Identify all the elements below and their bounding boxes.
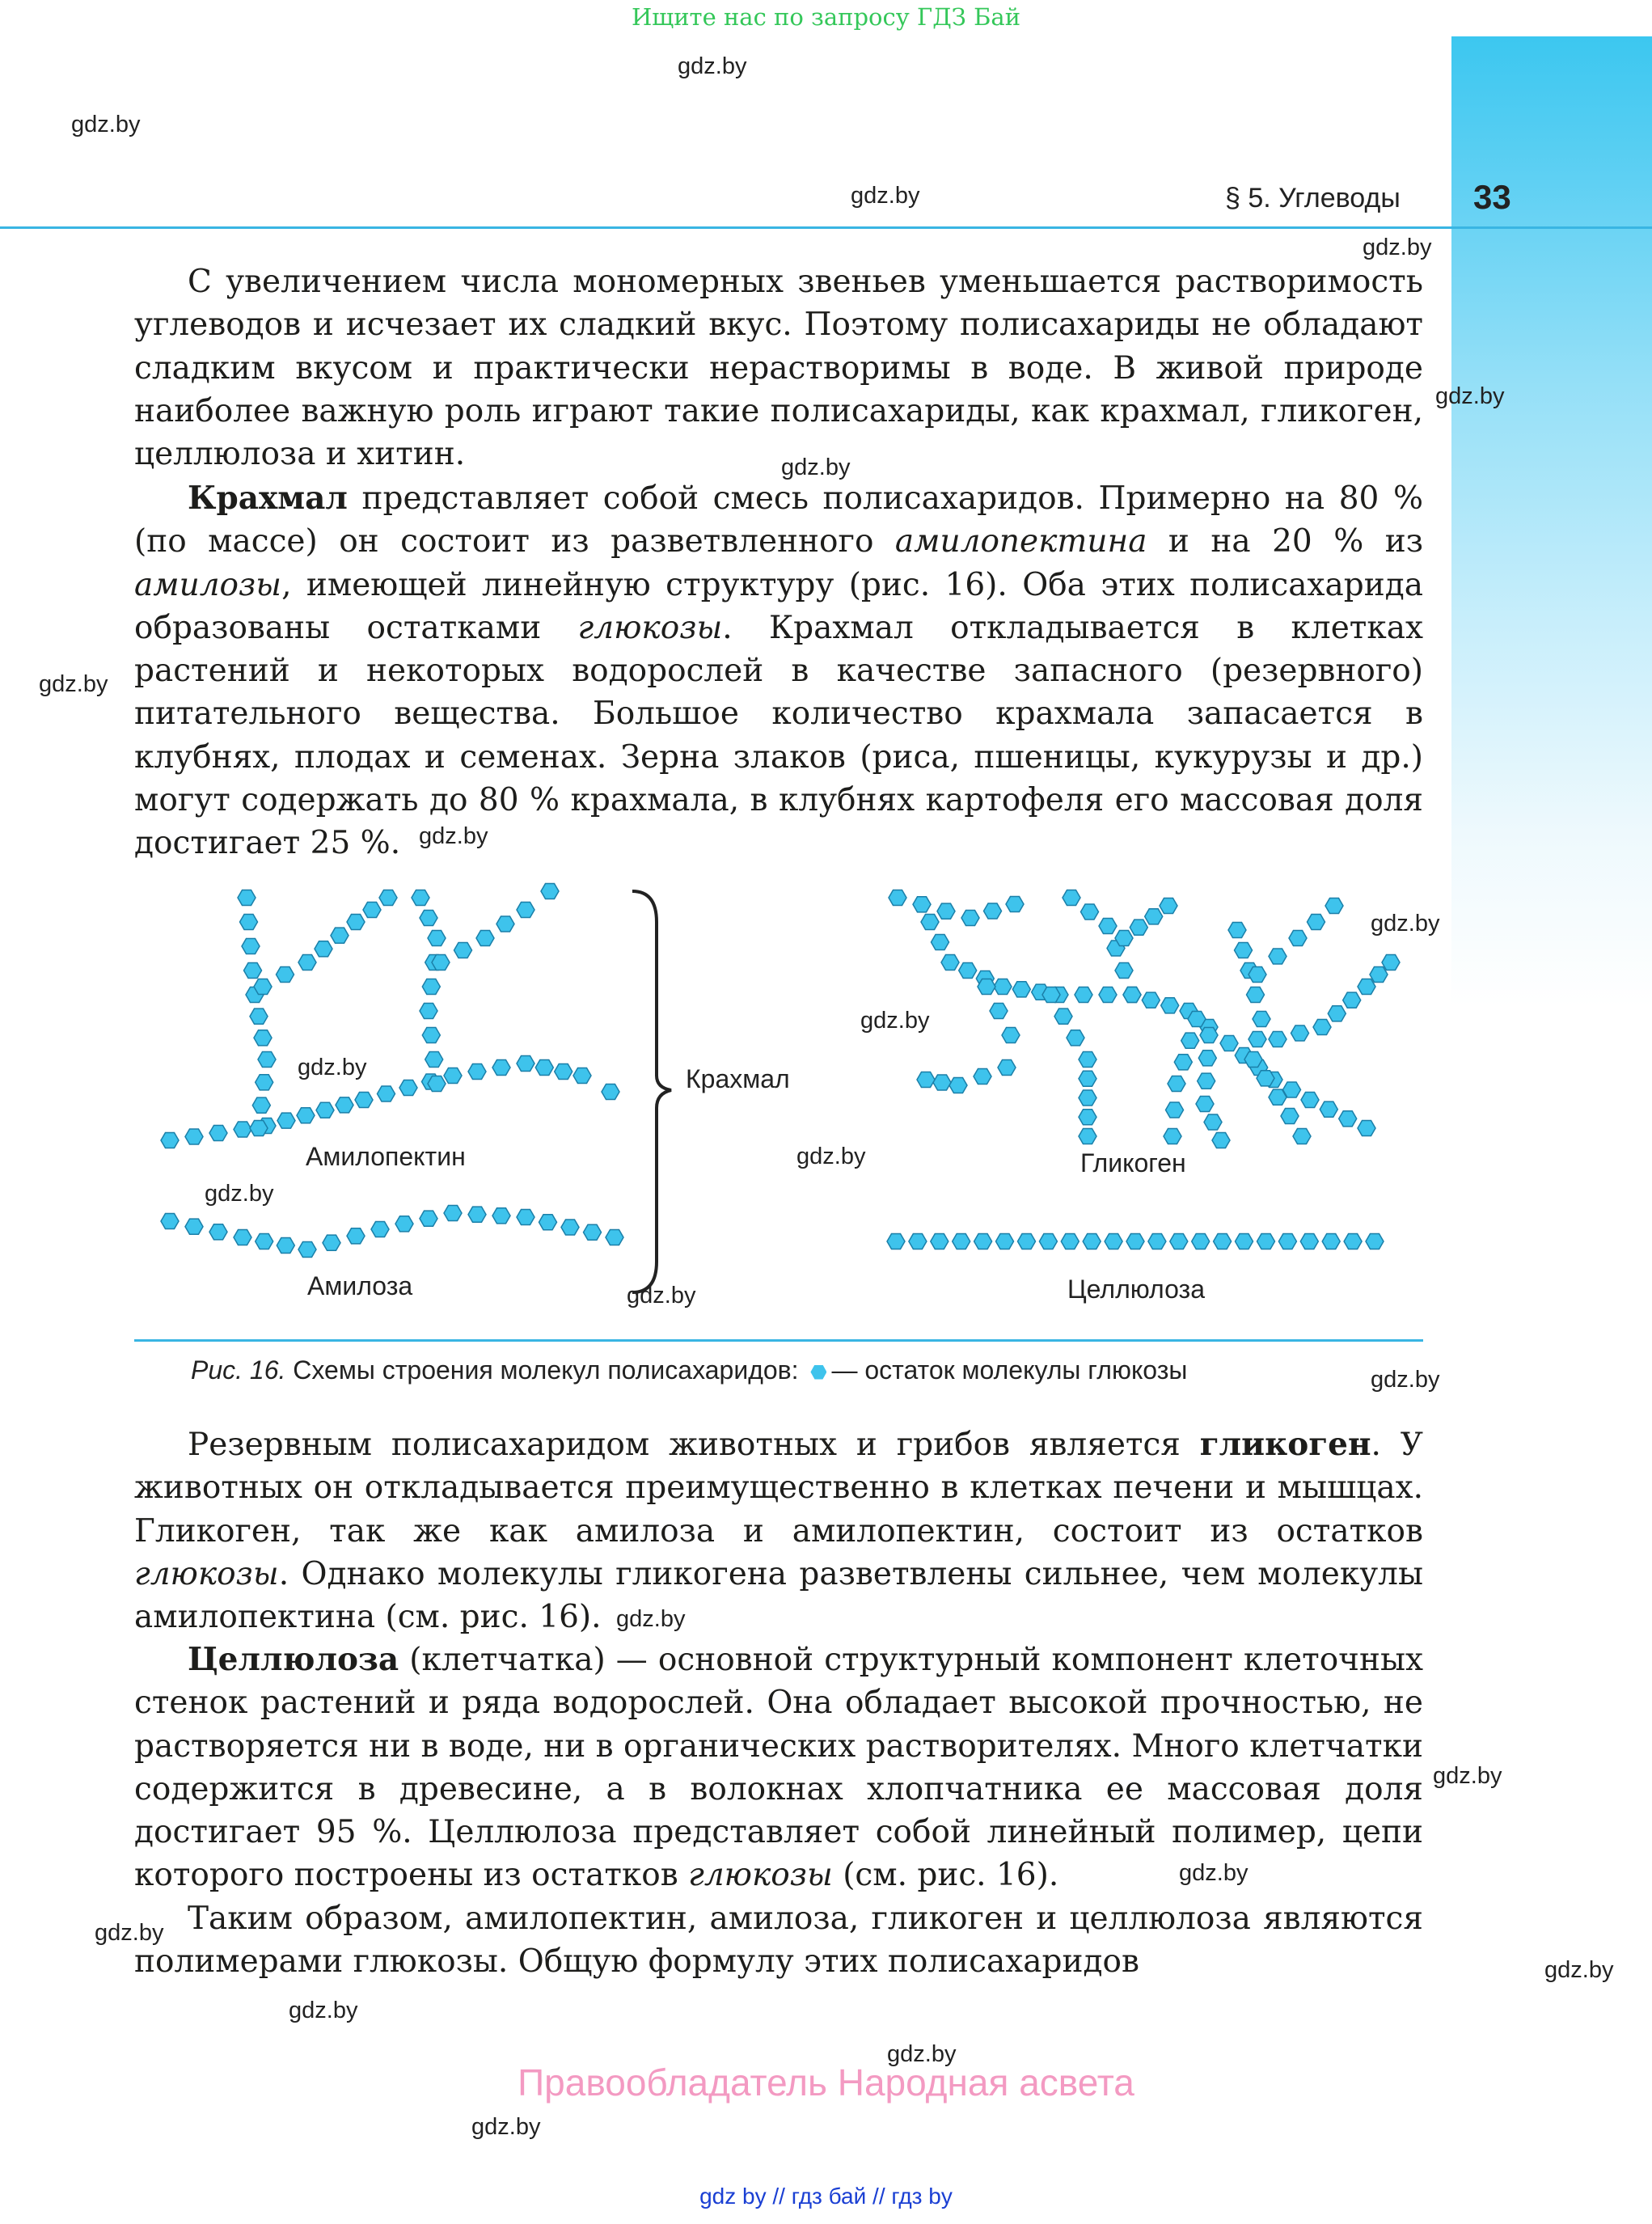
glucose-unit (517, 1210, 534, 1225)
watermark: gdz.by (1544, 1957, 1614, 1983)
glucose-unit (425, 1052, 443, 1068)
watermark: gdz.by (1371, 911, 1440, 937)
glucose-unit (573, 1068, 591, 1084)
glucose-unit (347, 915, 365, 930)
glucose-unit (1236, 1234, 1253, 1249)
text: представляет собой смесь полисахаридов. Примерно на 80 % (по массе) он состоит из разветвленного (134, 480, 1423, 560)
glucose-unit (1198, 1051, 1216, 1066)
glucose-unit (1278, 1234, 1296, 1249)
watermark: gdz.by (781, 455, 851, 480)
glucose-unit (1313, 1020, 1331, 1035)
glucose-unit (1192, 1234, 1210, 1249)
glucose-unit (254, 979, 272, 995)
glucose-unit (1161, 998, 1179, 1013)
glucose-unit (492, 1208, 510, 1224)
glucose-unit (315, 941, 332, 957)
glucose-unit (297, 1108, 315, 1123)
watermark: gdz.by (1179, 1860, 1249, 1886)
glucose-unit (1198, 1073, 1215, 1089)
watermark: gdz.by (851, 183, 920, 209)
glucose-unit (1042, 987, 1060, 1003)
glucose-unit (1148, 1234, 1166, 1249)
glucose-unit (185, 1219, 203, 1234)
glucose-unit (1220, 1036, 1238, 1051)
glucose-unit (1249, 967, 1266, 983)
glucose-unit (1269, 1089, 1287, 1105)
glucose-unit (1105, 1234, 1122, 1249)
glucose-unit (161, 1214, 179, 1229)
glucose-unit (1228, 923, 1246, 938)
glucose-unit (1160, 898, 1177, 914)
term-italic: амилозы (134, 566, 282, 603)
glucose-unit (1293, 1129, 1311, 1144)
paragraph-intro: С увеличением числа мономерных звеньев уменьшается растворимость углеводов и исчезает их сладкий вкус. Поэтому полисахариды не обладают сладким вкусом и практически нерастворимы в воде. В живой природе наиболее важную роль играют такие полисахариды, как крахмал, гликоген, целлюлоза и хитин. (134, 264, 1423, 473)
glucose-unit (984, 903, 1002, 919)
glucose-unit (555, 1064, 572, 1080)
glucose-unit (1291, 1025, 1309, 1041)
glucose-unit (412, 890, 429, 906)
watermark: gdz.by (39, 671, 108, 697)
text: . Крахмал откладывается в клетках растений и некоторых водорослей в качестве запасного (резервного) питательного вещества. Большое количество крахмала запасается в клубнях, плодах и семенах. Зерна злаков (риса, пшеницы, кукурузы и др.) могут содержать до 80 % крахмала, в клубнях картофеля его массовая доля достигает 25 %. (134, 609, 1423, 862)
glucose-unit (1061, 1234, 1079, 1249)
watermark: gdz.by (887, 2041, 957, 2067)
footer-separator: // (866, 2184, 892, 2209)
glucose-unit (1188, 1012, 1206, 1027)
glucose-unit (1170, 1234, 1188, 1249)
glucose-unit (1269, 949, 1287, 964)
watermark: gdz.by (71, 112, 141, 137)
glucose-unit (539, 1215, 557, 1230)
glucose-unit (277, 967, 294, 983)
watermark: gdz.by (471, 2114, 541, 2140)
glucose-unit (244, 963, 262, 979)
glucose-unit (517, 1056, 534, 1072)
glucose-unit (990, 1004, 1008, 1019)
figure-polysaccharides (0, 873, 1652, 1326)
label-starch: Крахмал (686, 1064, 790, 1093)
glucose-unit (476, 931, 494, 946)
glucose-unit (953, 1234, 970, 1249)
glucose-unit (492, 1060, 510, 1076)
glucose-unit (1079, 1129, 1096, 1144)
glucose-unit (420, 911, 437, 926)
glucose-unit (1181, 1033, 1199, 1048)
label-amylose: Амилоза (307, 1271, 413, 1300)
glucose-unit (1115, 963, 1133, 979)
glucose-unit (316, 1102, 334, 1118)
glucose-unit (444, 1068, 462, 1084)
glucose-unit (258, 1052, 276, 1068)
glucose-unit (379, 890, 397, 906)
glucose-unit (1142, 992, 1160, 1008)
glucose-unit (468, 1207, 486, 1222)
glucose-unit (277, 1113, 295, 1128)
glucose-unit (161, 1133, 179, 1148)
glucose-unit (256, 1234, 273, 1249)
glucose-unit (1039, 1234, 1057, 1249)
watermark: gdz.by (678, 53, 747, 79)
glucose-unit (1235, 943, 1253, 958)
glucose-unit (336, 1097, 353, 1113)
glucose-unit (468, 1064, 486, 1080)
glucose-unit (1247, 987, 1265, 1003)
glucose-unit (1289, 931, 1307, 946)
glucose-unit (917, 1072, 935, 1088)
glucose-unit-icon (810, 1365, 826, 1380)
text: . У животных он откладывается преимущественно в клетках печени и мышцах. Гликоген, так же как амилоза и амилопектин, состоит из остатков (134, 1427, 1423, 1550)
glucose-unit (1322, 1234, 1340, 1249)
glucose-unit (1099, 987, 1117, 1003)
glucose-unit (1054, 1008, 1072, 1024)
term-glycogen: гликоген (1199, 1426, 1371, 1463)
glucose-unit (1002, 1028, 1020, 1043)
glucose-unit (517, 903, 534, 918)
glucose-unit (1370, 967, 1388, 983)
glucose-unit (254, 1030, 272, 1046)
glucose-unit (1269, 1032, 1287, 1047)
glucose-unit (1358, 979, 1375, 995)
term-italic: глюкозы (577, 609, 723, 646)
glucose-unit (887, 1234, 905, 1249)
glucose-unit (242, 939, 260, 954)
glucose-unit (428, 1076, 446, 1092)
glucose-unit (399, 1080, 417, 1096)
glucose-unit (252, 1097, 270, 1113)
term-italic: амилопектина (894, 523, 1147, 560)
glucose-unit (1012, 982, 1030, 997)
glucose-unit (1301, 1093, 1319, 1108)
glucose-unit (1300, 1234, 1318, 1249)
glucose-unit (234, 1122, 251, 1137)
glucose-unit (1281, 1109, 1299, 1124)
glucose-unit (371, 1222, 389, 1237)
glucose-unit (1079, 1110, 1096, 1125)
term-italic: глюкозы (688, 1857, 833, 1894)
glucose-unit (1083, 1234, 1101, 1249)
glucose-unit (1200, 1028, 1218, 1043)
glucose-unit (1166, 1102, 1184, 1118)
glucose-unit (932, 935, 949, 950)
caption-text: Схемы строения молекул полисахаридов: (285, 1355, 806, 1385)
starch-brace (632, 891, 671, 1292)
glucose-unit (1018, 1234, 1036, 1249)
glucose-unit (1130, 920, 1147, 935)
glucose-unit (420, 1004, 437, 1019)
glucose-unit (185, 1129, 203, 1144)
paragraph-starch (134, 477, 1423, 865)
glucose-unit (1079, 1052, 1096, 1068)
glucose-unit (323, 1235, 340, 1250)
watermark: gdz.by (1363, 235, 1432, 260)
watermark: gdz.by (298, 1055, 367, 1080)
paragraph-cellulose (134, 1638, 1423, 1897)
glucose-unit (1320, 1101, 1337, 1117)
glucose-unit (234, 1230, 251, 1245)
glucose-unit (1308, 915, 1325, 930)
glucose-unit (1123, 987, 1141, 1003)
glucose-unit (420, 1211, 437, 1226)
paragraph-summary: Таким образом, амилопектин, амилоза, гликоген и целлюлоза являются полимерами глюкозы. Общую формулу этих полисахаридов (134, 1901, 1423, 1981)
label-cellulose: Целлюлоза (1067, 1275, 1205, 1304)
glucose-unit (602, 1085, 619, 1100)
glucose-unit (889, 890, 906, 906)
page-number: 33 (1473, 178, 1511, 216)
glucose-unit (1343, 992, 1361, 1008)
watermark: gdz.by (95, 1920, 164, 1946)
glucose-unit (996, 1234, 1014, 1249)
term-cellulose: Целлюлоза (188, 1641, 399, 1678)
glucose-unit (937, 903, 955, 919)
glucose-unit (240, 915, 258, 930)
glucose-unit (994, 979, 1012, 995)
glucose-unit (1115, 931, 1133, 946)
glucose-unit (1168, 1076, 1185, 1092)
glucose-unit (347, 1228, 365, 1244)
header-rule (0, 226, 1652, 229)
glucose-unit (1079, 1071, 1096, 1086)
polysaccharide-diagram (0, 873, 1652, 1326)
glucose-unit (428, 931, 446, 946)
glucose-unit (1006, 897, 1024, 912)
glucose-unit (561, 1220, 579, 1235)
glucose-unit (1212, 1133, 1230, 1148)
glucose-unit (974, 1069, 991, 1085)
figure-caption (191, 1355, 1187, 1385)
glucose-unit (1382, 955, 1400, 970)
section-title: § 5. Углеводы (1225, 183, 1401, 214)
glucose-unit (931, 1234, 949, 1249)
glucose-unit (998, 1060, 1016, 1076)
glucose-unit (250, 1008, 268, 1024)
watermark: gdz.by (860, 1008, 930, 1034)
caption-legend: — остаток молекулы глюкозы (831, 1355, 1188, 1385)
glucose-unit (1145, 909, 1163, 924)
glucose-unit (541, 884, 559, 899)
text: (клетчатка) — основной структурный компонент клеточных стенок растений и ряда водорослей. Она обладает высокой прочностью, не растворяется ни в воде, ни в органических растворителях. Много клетчатки содержится в древесине, а в волокнах хлопчатника ее массовая доля достигает 95 %. Целлюлоза представляет собой линейный полимер, цепи которого построены из остатков (134, 1642, 1423, 1894)
watermark: gdz.by (627, 1283, 696, 1309)
glucose-unit (1257, 1071, 1274, 1086)
glucose-unit (1174, 1055, 1192, 1070)
term-italic: глюкозы (134, 1555, 279, 1592)
glucose-unit (959, 963, 977, 979)
text: , имеющей линейную структуру (рис. 16). Оба этих полисахарида образованы остатками (134, 566, 1423, 646)
glucose-unit (363, 903, 381, 918)
text: и на 20 % из (1147, 523, 1423, 560)
glucose-unit (1099, 919, 1117, 934)
glucose-unit (535, 1060, 553, 1076)
glucose-unit (1081, 904, 1099, 920)
glucose-unit (606, 1230, 623, 1245)
glucose-unit (1164, 1129, 1181, 1144)
glucose-unit (1366, 1234, 1384, 1249)
text: Резервным полисахаридом животных и грибов является (188, 1427, 1200, 1463)
glucose-unit (454, 943, 472, 958)
glucose-unit (331, 928, 349, 943)
glucose-unit (1063, 890, 1080, 906)
footer-separator: // (766, 2184, 792, 2209)
glucose-unit (1253, 1012, 1270, 1027)
glucose-unit (1075, 987, 1092, 1003)
footer-link-gdz-by-ru[interactable]: гдз by (891, 2184, 953, 2209)
watermark: gdz.by (289, 1998, 358, 2023)
glucose-unit (422, 1028, 440, 1043)
glucose-unit (378, 1086, 395, 1101)
glucose-unit (395, 1216, 413, 1232)
glucose-unit (256, 1075, 273, 1090)
glucose-unit (1244, 1052, 1262, 1068)
glucose-unit (921, 915, 939, 930)
glucose-unit (1249, 1032, 1266, 1047)
watermark: gdz.by (796, 1144, 866, 1169)
figure-rule (134, 1339, 1423, 1342)
glucose-unit (496, 916, 514, 932)
caption-prefix: Рис. 16. (191, 1355, 286, 1385)
glucose-unit (978, 979, 995, 995)
glucose-unit (1079, 1090, 1096, 1106)
glucose-unit (1257, 1234, 1275, 1249)
glucose-unit (355, 1093, 373, 1108)
glucose-unit (909, 1234, 927, 1249)
glucose-unit (1204, 1114, 1222, 1130)
watermark: gdz.by (419, 823, 488, 849)
term-starch: Крахмал (188, 480, 348, 517)
text: (см. рис. 16). (832, 1857, 1059, 1894)
paragraph-glycogen (134, 1423, 1423, 1638)
watermark: gdz.by (616, 1606, 686, 1632)
glucose-unit (1067, 1030, 1084, 1046)
glucose-unit (432, 955, 450, 970)
label-glycogen: Гликоген (1080, 1148, 1186, 1178)
glucose-unit (444, 1206, 462, 1221)
footer-link-gdz-bai[interactable]: гдз бай (791, 2184, 867, 2209)
glucose-unit (584, 1224, 602, 1240)
glucose-unit (1214, 1234, 1232, 1249)
glucose-unit (298, 955, 316, 970)
glucose-unit (1358, 1121, 1375, 1136)
glucose-unit (298, 1242, 316, 1258)
glucose-unit (1328, 1006, 1346, 1021)
glucose-unit (1126, 1234, 1144, 1249)
watermark: gdz.by (1433, 1763, 1502, 1789)
glucose-unit (250, 1121, 268, 1136)
watermark: gdz.by (1435, 383, 1505, 409)
glucose-unit (961, 911, 979, 926)
glucose-unit (209, 1224, 227, 1240)
watermark: gdz.by (205, 1181, 274, 1207)
glucose-unit (949, 1078, 967, 1093)
glucose-unit (1196, 1097, 1214, 1112)
glucose-unit (974, 1234, 992, 1249)
top-banner[interactable]: Ищите нас по запросу ГДЗ Бай (631, 3, 1021, 31)
footer-link-gdz-by[interactable]: gdz by (699, 2184, 767, 2209)
glucose-unit (941, 955, 959, 970)
glucose-unit (277, 1238, 294, 1254)
glucose-unit (209, 1126, 227, 1141)
glucose-unit (1344, 1234, 1362, 1249)
glucose-unit (422, 979, 440, 995)
glucose-unit (238, 890, 256, 906)
glucose-unit (933, 1075, 951, 1090)
glucose-unit (1339, 1111, 1357, 1127)
label-amylopectin: Амилопектин (306, 1142, 466, 1171)
glucose-unit (913, 897, 931, 912)
watermark: gdz.by (1371, 1367, 1440, 1393)
copyright-notice: Правообладатель Народная асвета (518, 2061, 1134, 2103)
text: . Однако молекулы гликогена разветвлены сильнее, чем молекулы амилопектина (см. рис. 16). (134, 1555, 1423, 1636)
footer-links (0, 2184, 1652, 2209)
glucose-unit (1325, 898, 1343, 914)
